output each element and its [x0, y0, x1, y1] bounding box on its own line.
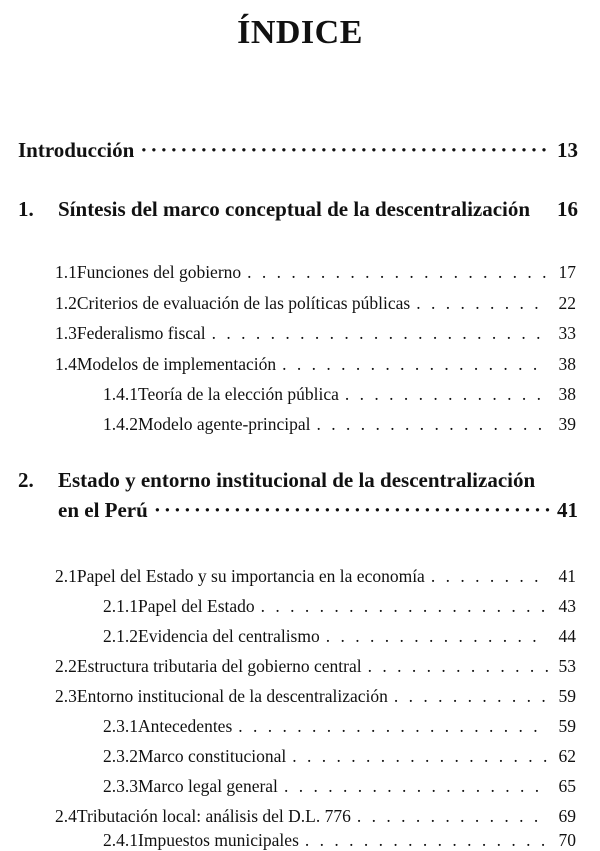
- toc-entry-page: 69: [558, 806, 576, 826]
- toc-entry-2-1-1[interactable]: [103, 596, 576, 617]
- toc-entry-label-continuation: en el Perú: [58, 498, 148, 522]
- toc-entry-2-3-3[interactable]: [103, 776, 576, 797]
- toc-entry-page: 41: [557, 498, 578, 522]
- toc-entry-page: 43: [558, 596, 576, 616]
- toc-entry-label: Teoría de la elección pública: [138, 384, 339, 404]
- leader-dots: [305, 830, 548, 851]
- toc-entry-introduccion[interactable]: [18, 138, 578, 163]
- toc-entry-number: 1.4.1: [103, 384, 138, 404]
- toc-entry-number: 2.3: [55, 686, 77, 706]
- leader-dots: [317, 414, 548, 435]
- leader-dots: [394, 686, 548, 707]
- toc-entry-number: 2.1.2: [103, 626, 138, 646]
- toc-entry-2-2[interactable]: [55, 656, 576, 677]
- leader-dots: [368, 656, 548, 677]
- toc-entry-label: Marco legal general: [138, 776, 278, 796]
- toc-entry-number: 1.1: [55, 262, 77, 282]
- toc-entry-1-4[interactable]: [55, 354, 576, 375]
- leader-dots: [140, 138, 550, 163]
- toc-entry-page: 39: [558, 414, 576, 434]
- toc-entry-2-3[interactable]: [55, 686, 576, 707]
- toc-entry-chapter-2[interactable]: [18, 468, 578, 493]
- toc-entry-number: 1.: [18, 197, 34, 221]
- toc-entry-label: Introducción: [18, 138, 135, 162]
- toc-entry-1-1[interactable]: [55, 262, 576, 283]
- leader-dots: [284, 776, 548, 797]
- leader-dots: [261, 596, 548, 617]
- toc-entry-1-4-1[interactable]: [103, 384, 576, 405]
- toc-entry-number: 1.3: [55, 323, 77, 343]
- leader-dots: [431, 566, 548, 587]
- toc-entry-page: 53: [558, 656, 576, 676]
- toc-entry-label: Funciones del gobierno: [76, 262, 242, 282]
- toc-entry-page: 38: [558, 354, 576, 374]
- toc-entry-page: 16: [557, 197, 578, 221]
- toc-entry-label: Marco constitucional: [138, 746, 287, 766]
- toc-entry-page: 59: [558, 686, 576, 706]
- leader-dots: [282, 354, 548, 375]
- toc-entry-1-2[interactable]: [55, 293, 576, 314]
- toc-entry-1-4-2[interactable]: [103, 414, 576, 435]
- toc-entry-page: 38: [558, 384, 576, 404]
- toc-entry-number: 1.2: [55, 293, 77, 313]
- toc-entry-label: Modelo agente-principal: [138, 414, 311, 434]
- toc-entry-number: 2.1: [55, 566, 77, 586]
- toc-entry-label: Evidencia del centralismo: [138, 626, 320, 646]
- toc-entry-2-4[interactable]: [55, 806, 576, 827]
- page-title: ÍNDICE: [237, 14, 363, 51]
- toc-entry-label: Papel del Estado: [138, 596, 255, 616]
- toc-entry-label: Estado y entorno institucional de la descentralización: [58, 468, 536, 492]
- toc-entry-number: 2.3.2: [103, 746, 138, 766]
- leader-dots: [212, 323, 548, 344]
- toc-entry-number: 2.3.3: [103, 776, 138, 796]
- leader-dots: [416, 293, 548, 314]
- toc-entry-label: Impuestos municipales: [138, 830, 299, 850]
- toc-entry-page: 65: [558, 776, 576, 796]
- toc-entry-2-3-2[interactable]: [103, 746, 576, 767]
- toc-entry-number: 2.4: [55, 806, 77, 826]
- toc-entry-number: 2.4.1: [103, 830, 138, 850]
- toc-entry-label: Federalismo fiscal: [76, 323, 206, 343]
- toc-entry-page: 13: [557, 138, 578, 162]
- toc-entry-page: 41: [558, 566, 576, 586]
- toc-entry-2-4-1[interactable]: [103, 830, 576, 851]
- toc-entry-number: 1.4: [55, 354, 77, 374]
- toc-entry-page: 59: [558, 716, 576, 736]
- toc-entry-label: Criterios de evaluación de las políticas públicas: [76, 293, 411, 313]
- toc-entry-label: Entorno institucional de la descentralización: [76, 686, 388, 706]
- toc-entry-1-3[interactable]: [55, 323, 576, 344]
- leader-dots: [154, 498, 550, 523]
- leader-dots: [345, 384, 548, 405]
- toc-entry-label: Estructura tributaria del gobierno central: [76, 656, 362, 676]
- toc-entry-number: 2.: [18, 468, 34, 492]
- toc-entry-page: 62: [558, 746, 576, 766]
- toc-entry-chapter-2-continuation[interactable]: [58, 498, 578, 523]
- toc-entry-2-3-1[interactable]: [103, 716, 576, 737]
- toc-entry-label: Papel del Estado y su importancia en la economía: [76, 566, 425, 586]
- toc-entry-label: Tributación local: análisis del D.L. 776: [76, 806, 351, 826]
- toc-entry-page: 44: [558, 626, 576, 646]
- leader-dots: [357, 806, 548, 827]
- toc-entry-page: 33: [558, 323, 576, 343]
- toc-entry-number: 1.4.2: [103, 414, 138, 434]
- toc-entry-page: 17: [558, 262, 576, 282]
- toc-entry-label: Antecedentes: [138, 716, 233, 736]
- toc-entry-2-1[interactable]: [55, 566, 576, 587]
- toc-entry-2-1-2[interactable]: [103, 626, 576, 647]
- toc-entry-number: 2.1.1: [103, 596, 138, 616]
- toc-entry-label: Síntesis del marco conceptual de la descentralización: [58, 197, 531, 221]
- toc-entry-page: 70: [558, 830, 576, 850]
- leader-dots: [326, 626, 548, 647]
- toc-entry-number: 2.3.1: [103, 716, 138, 736]
- leader-dots: [238, 716, 548, 737]
- toc-entry-page: 22: [558, 293, 576, 313]
- leader-dots: [247, 262, 548, 283]
- toc-entry-chapter-1[interactable]: [18, 197, 578, 222]
- leader-dots: [292, 746, 548, 767]
- toc-entry-number: 2.2: [55, 656, 77, 676]
- toc-entry-label: Modelos de implementación: [76, 354, 277, 374]
